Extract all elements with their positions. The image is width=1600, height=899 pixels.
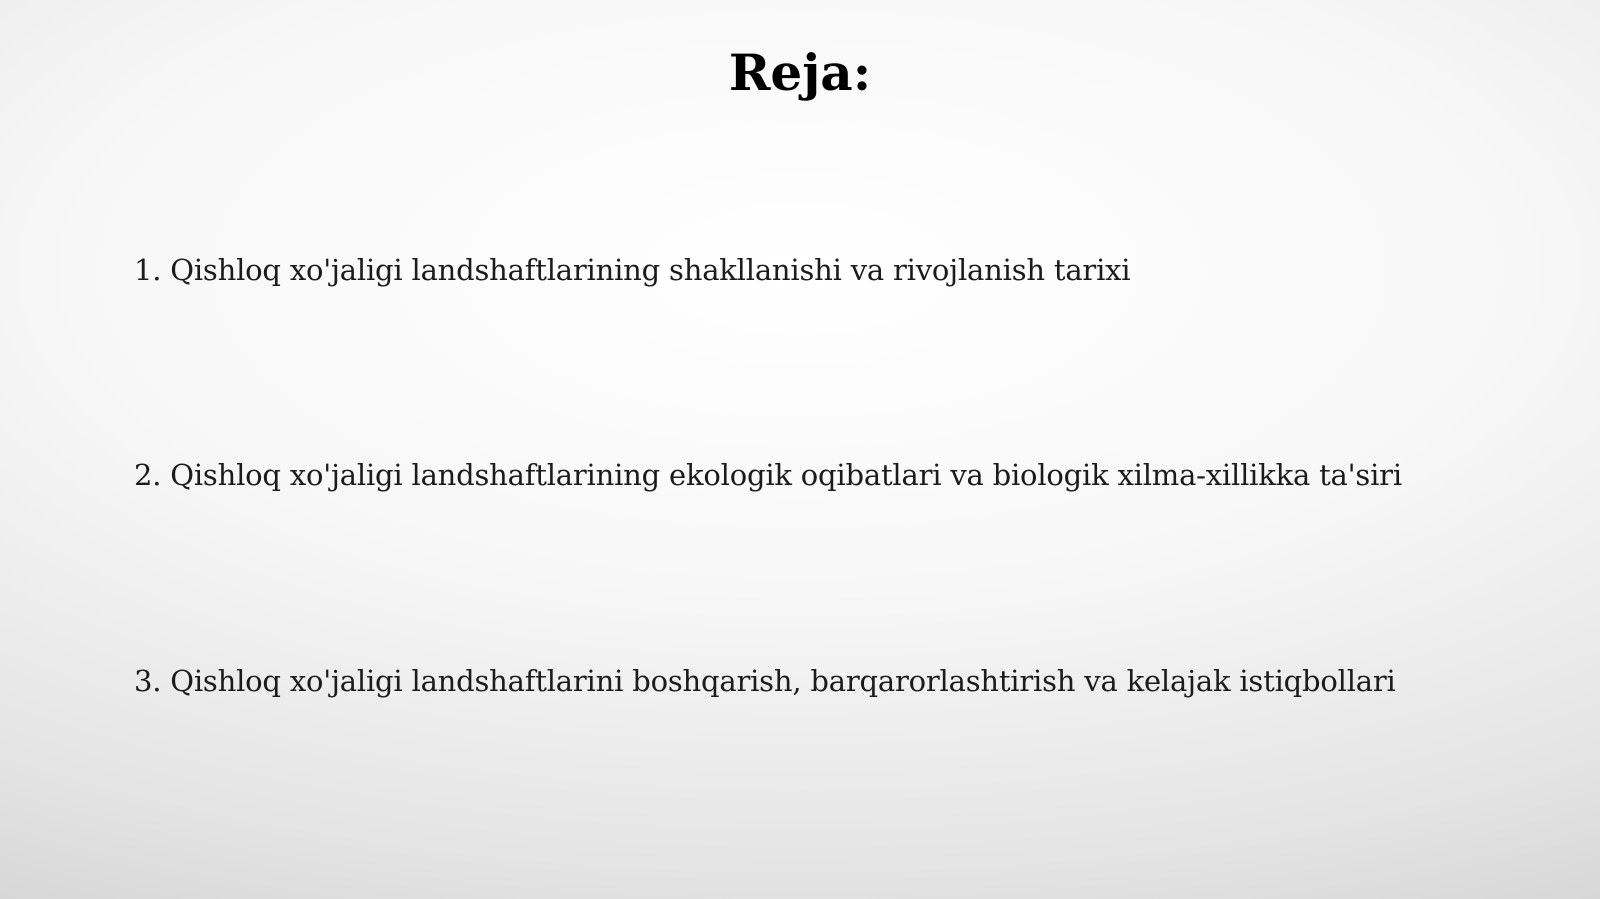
slide-title: Reja: <box>728 43 872 102</box>
plan-item-2: 2. Qishloq xo'jaligi landshaftlarining ekologik oqibatlari va biologik xilma-xillikka ta'siri <box>134 458 1402 492</box>
plan-item-3: 3. Qishloq xo'jaligi landshaftlarini boshqarish, barqarorlashtirish va kelajak istiqbollari <box>134 664 1396 698</box>
plan-item-1: 1. Qishloq xo'jaligi landshaftlarining shakllanishi va rivojlanish tarixi <box>134 253 1131 287</box>
